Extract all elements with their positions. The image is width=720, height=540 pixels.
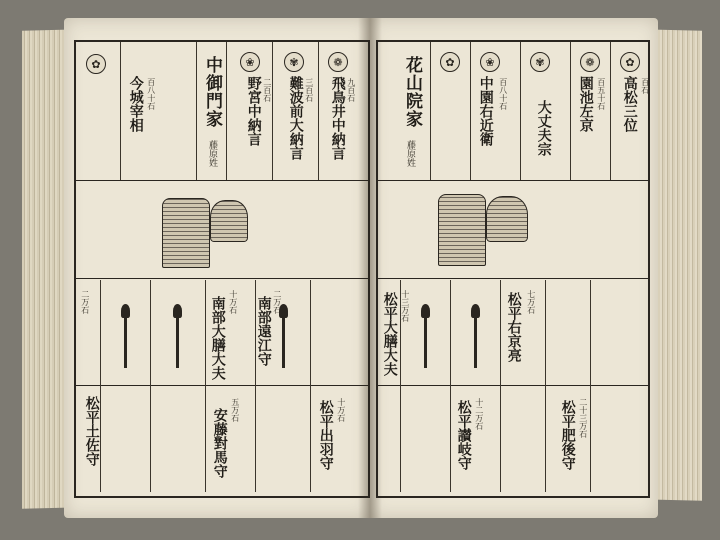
helmet-illustration-left [210, 200, 248, 242]
spear-illustration [176, 316, 179, 368]
spear-head-icon [471, 304, 480, 318]
daimyo-entry: 松平讃岐守 [455, 400, 472, 470]
spear-head-icon [173, 304, 182, 318]
armor-illustration-left [162, 198, 210, 268]
daimyo-stipend: 十万石 [228, 290, 238, 314]
right-column-rule [430, 42, 431, 180]
left-column-rule [226, 42, 227, 180]
left-lower-rule [205, 280, 206, 492]
noble-entry: 中園右近衛 [477, 76, 494, 146]
noble-entry: 飛鳥井中納言 [329, 76, 346, 160]
daimyo-stipend: 十三万石 [400, 290, 410, 322]
noble-entry: 難波前大納言 [287, 76, 304, 160]
right-lower-rule [500, 280, 501, 492]
family-crest-icon: ✾ [530, 52, 550, 72]
noble-entry: 大丈夫宗 [535, 100, 552, 156]
daimyo-entry: 松平肥後守 [559, 400, 576, 470]
daimyo-entry: 松平右京亮 [505, 292, 522, 362]
noble-entry: 高松三位 [621, 76, 638, 132]
daimyo-entry: 松平出羽守 [317, 400, 334, 470]
right-divider-upper [376, 180, 648, 181]
left-divider-lower [74, 385, 368, 386]
daimyo-stipend: 五万石 [230, 398, 240, 422]
right-column-rule [610, 42, 611, 180]
daimyo-stipend: 二万石 [272, 290, 282, 314]
right-lower-rule [545, 280, 546, 492]
family-crest-icon: ❁ [580, 52, 600, 72]
left-lower-rule [150, 280, 151, 492]
family-crest-icon: ❀ [480, 52, 500, 72]
spear-head-icon [421, 304, 430, 318]
noble-entry: 野宮中納言 [245, 76, 262, 146]
daimyo-entry: 南部大膳大夫 [209, 296, 226, 380]
right-lower-rule [590, 280, 591, 492]
right-lower-rule [450, 280, 451, 492]
left-lower-rule [310, 280, 311, 492]
left-column-rule [318, 42, 319, 180]
helmet-illustration-right [486, 196, 528, 242]
daimyo-stipend: 二十三万石 [578, 398, 588, 438]
noble-stipend: 百八十石 [146, 78, 156, 110]
armor-illustration-right [438, 194, 486, 266]
left-divider-upper [74, 180, 368, 181]
house-title-left: 中御門家 [202, 56, 222, 128]
noble-stipend: 百五十石 [596, 78, 606, 110]
family-crest-icon: ✿ [620, 52, 640, 72]
daimyo-entry: 南部遠江守 [255, 296, 272, 366]
daimyo-entry: 松平大膳大夫 [381, 292, 398, 376]
noble-entry: 園池左京 [577, 76, 594, 132]
daimyo-stipend: 十万石 [336, 398, 346, 422]
left-column-rule [196, 42, 197, 180]
daimyo-entry: 松平土佐守 [83, 396, 100, 466]
noble-stipend: 三百石 [304, 78, 314, 102]
house-subtitle-right: 藤原姓 [405, 140, 415, 167]
family-crest-icon: ✿ [440, 52, 460, 72]
right-divider-lower [376, 385, 648, 386]
left-column-rule [272, 42, 273, 180]
noble-stipend: 百八十石 [498, 78, 508, 110]
noble-stipend: 九百石 [346, 78, 356, 102]
daimyo-stipend: 二万石 [80, 290, 90, 314]
spear-illustration [124, 316, 127, 368]
house-title-right: 花山院家 [402, 56, 422, 128]
family-crest-icon: ❀ [240, 52, 260, 72]
right-column-rule [570, 42, 571, 180]
house-subtitle-left: 藤原姓 [207, 140, 217, 167]
left-divider-middle [74, 278, 368, 279]
noble-stipend: 二百石 [262, 78, 272, 102]
family-crest-icon: ❁ [328, 52, 348, 72]
right-divider-middle [376, 278, 648, 279]
family-crest-icon: ✿ [86, 54, 106, 74]
daimyo-entry: 安藤對馬守 [211, 408, 228, 478]
spear-illustration [424, 316, 427, 368]
left-lower-rule [100, 280, 101, 492]
spear-illustration [282, 316, 285, 368]
noble-entry: 今城宰相 [127, 76, 144, 132]
spear-illustration [474, 316, 477, 368]
family-crest-icon: ✾ [284, 52, 304, 72]
daimyo-stipend: 十二万石 [474, 398, 484, 430]
right-column-rule [470, 42, 471, 180]
left-column-rule [120, 42, 121, 180]
spear-head-icon [121, 304, 130, 318]
daimyo-stipend: 七万石 [526, 290, 536, 314]
noble-stipend: 百石 [640, 78, 650, 94]
right-column-rule [520, 42, 521, 180]
